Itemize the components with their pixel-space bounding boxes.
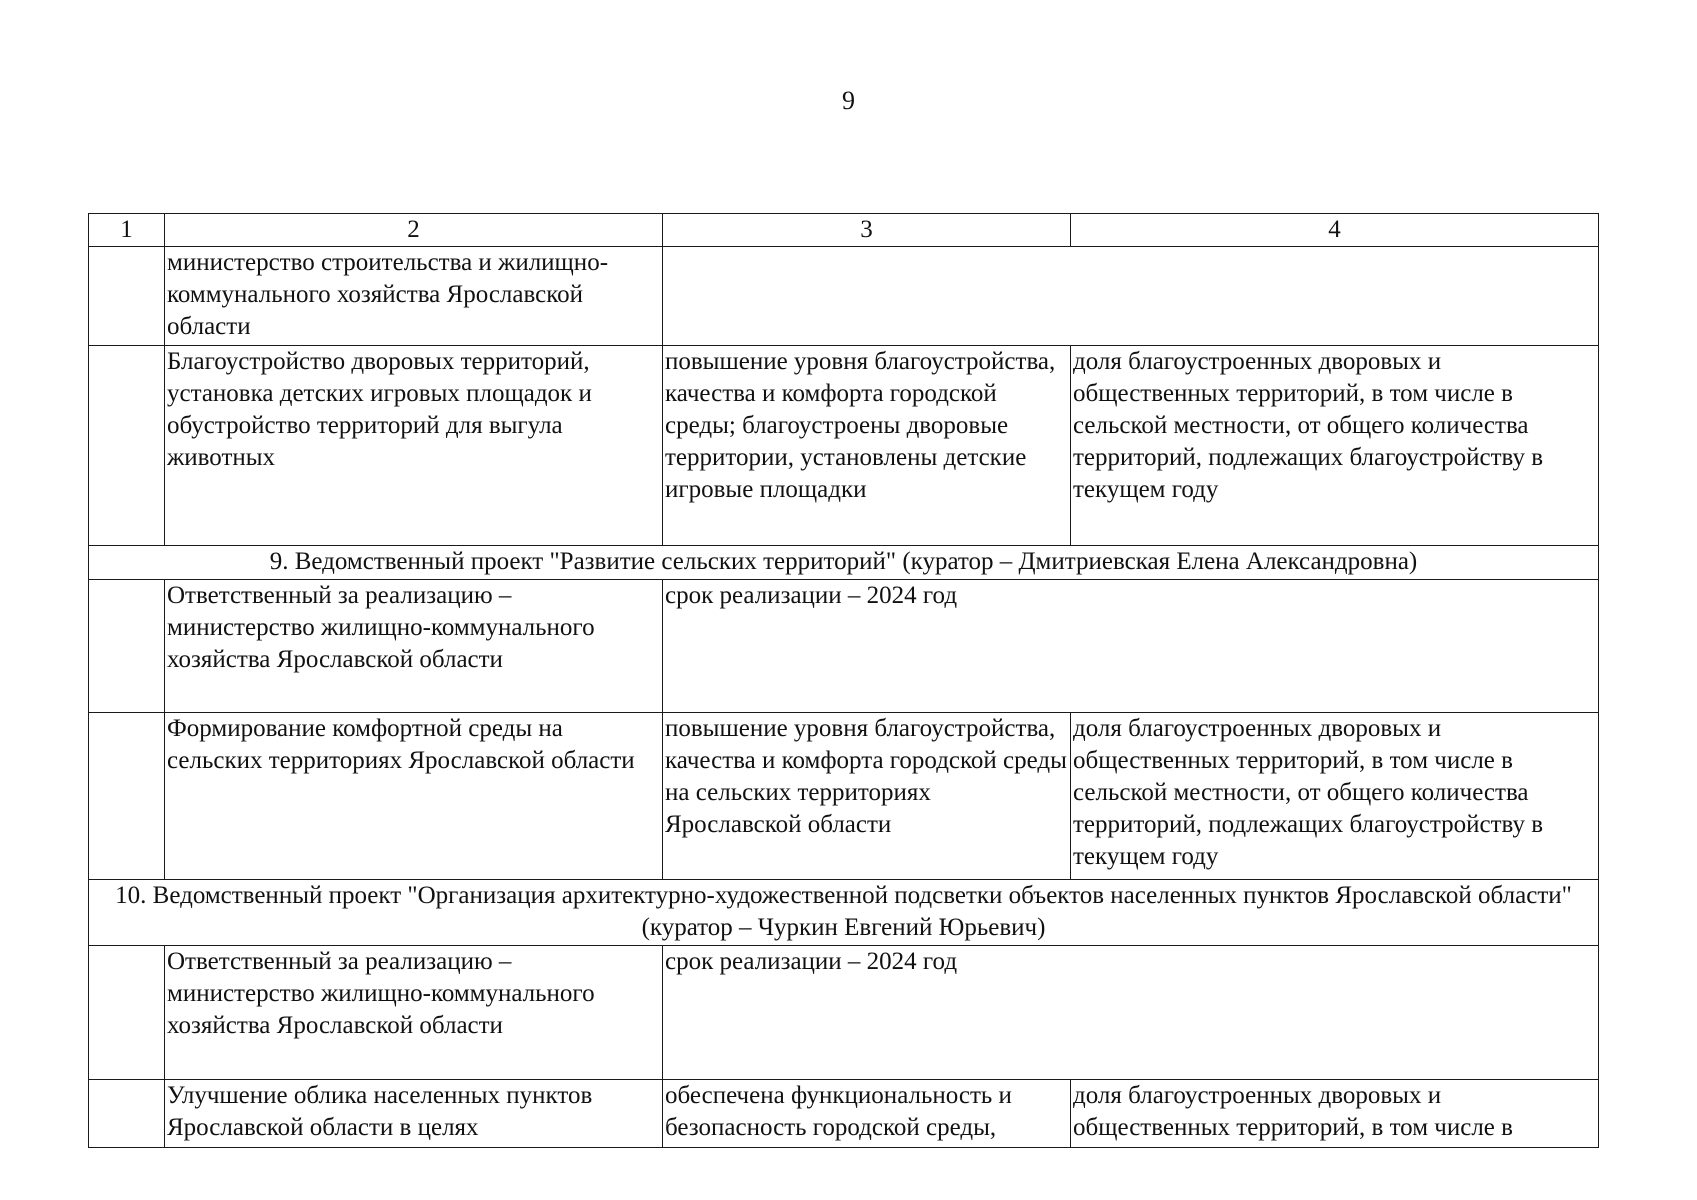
row-number-cell: [89, 1080, 165, 1148]
section-header-row: [89, 880, 1599, 946]
page-number: 9: [842, 86, 855, 115]
column-header-2: 2: [165, 214, 663, 247]
program-table: [88, 213, 1599, 1148]
measure-name-cell: Улучшение облика населенных пунктов Ярославской области в целях: [165, 1080, 663, 1148]
indicator-cell: доля благоустроенных дворовых и общественных территорий, в том числе в сельской местности, от общего количества территорий, подлежащих благоустройству в текущем году: [1071, 713, 1599, 880]
row-number-cell: [89, 346, 165, 546]
row-number-cell: [89, 247, 165, 346]
table-row: [89, 713, 1599, 880]
table-row: [89, 946, 1599, 1080]
expected-result-cell: повышение уровня благоустройства, качества и комфорта городской среды на сельских территориях Ярославской области: [663, 713, 1071, 880]
column-header-4: 4: [1071, 214, 1599, 247]
table-row: [89, 1080, 1599, 1148]
term-cell: срок реализации – 2024 год: [663, 580, 1599, 713]
row-number-cell: [89, 580, 165, 713]
column-header-1: 1: [89, 214, 165, 247]
section-title: 9. Ведомственный проект "Развитие сельских территорий" (куратор – Дмитриевская Елена Александровна): [89, 546, 1599, 580]
table-row: [89, 247, 1599, 346]
row-number-cell: [89, 946, 165, 1080]
row-number-cell: [89, 713, 165, 880]
expected-result-cell: обеспечена функциональность и безопасность городской среды,: [663, 1080, 1071, 1148]
measure-name-cell: Благоустройство дворовых территорий, установка детских игровых площадок и обустройство территорий для выгула животных: [165, 346, 663, 546]
table-row: [89, 580, 1599, 713]
term-cell: [663, 247, 1599, 346]
responsible-cell: Ответственный за реализацию – министерство жилищно-коммунального хозяйства Ярославской области: [165, 580, 663, 713]
column-header-3: 3: [663, 214, 1071, 247]
responsible-cell: Ответственный за реализацию – министерство жилищно-коммунального хозяйства Ярославской области: [165, 946, 663, 1080]
term-cell: срок реализации – 2024 год: [663, 946, 1599, 1080]
indicator-cell: доля благоустроенных дворовых и общественных территорий, в том числе в: [1071, 1080, 1599, 1148]
measure-name-cell: Формирование комфортной среды на сельских территориях Ярославской области: [165, 713, 663, 880]
indicator-cell: доля благоустроенных дворовых и общественных территорий, в том числе в сельской местности, от общего количества территорий, подлежащих благоустройству в текущем году: [1071, 346, 1599, 546]
expected-result-cell: повышение уровня благоустройства, качества и комфорта городской среды; благоустроены дворовые территории, установлены детские игровые площадки: [663, 346, 1071, 546]
section-title: 10. Ведомственный проект "Организация архитектурно-художественной подсветки объектов населенных пунктов Ярославской области" (куратор – Чуркин Евгений Юрьевич): [89, 880, 1599, 946]
table-row: [89, 346, 1599, 546]
table-header-row: [89, 214, 1599, 247]
section-header-row: [89, 546, 1599, 580]
responsible-cell: министерство строительства и жилищно-коммунального хозяйства Ярославской области: [165, 247, 663, 346]
